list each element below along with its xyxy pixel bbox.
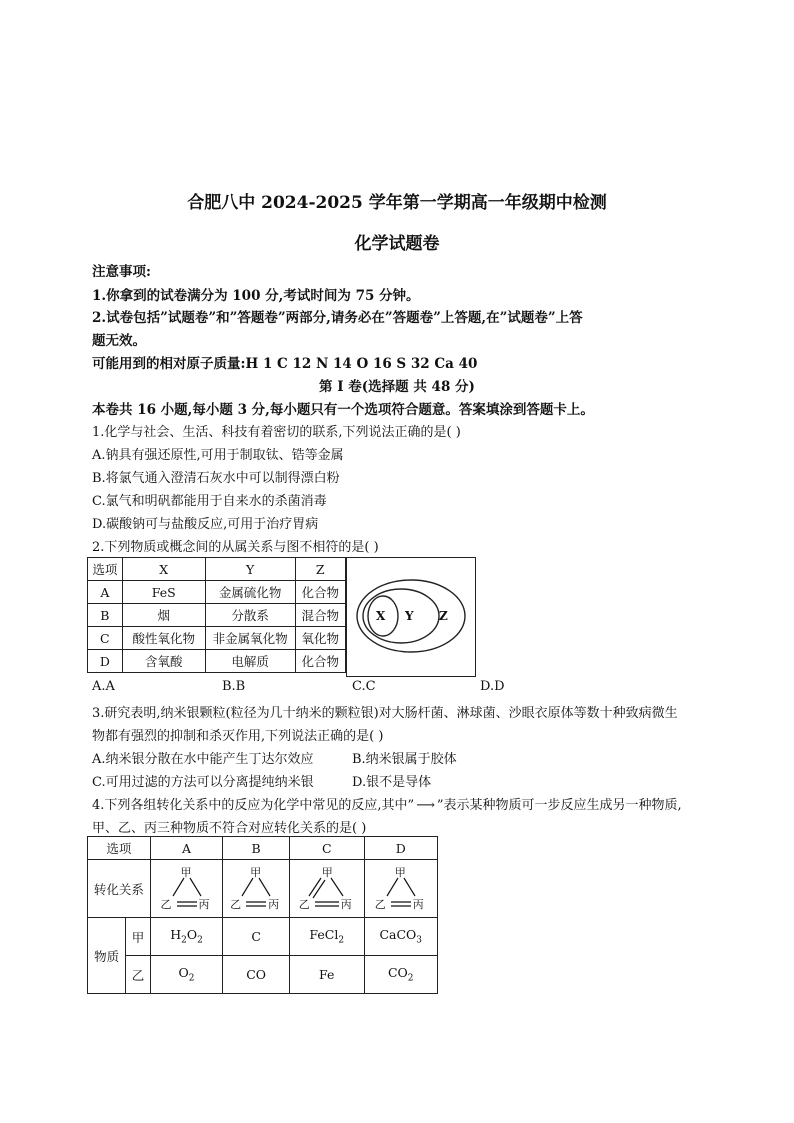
node-bing: 丙 — [198, 897, 210, 911]
q3-stem-line2: 物都有强烈的抑制和杀灭作用,下列说法正确的是( ) — [92, 729, 384, 744]
node-bing: 丙 — [268, 897, 280, 911]
venn-x-label: X — [376, 609, 386, 623]
q4-relation-d — [364, 860, 438, 918]
q1-option-b: B.将氯气通入澄清石灰水中可以制得漂白粉 — [92, 471, 340, 486]
q2-cell: B — [88, 604, 123, 627]
q2-header-z: Z — [295, 558, 345, 581]
part1-heading: 第 I 卷(选择题 共 48 分) — [319, 379, 475, 395]
venn-y-label: Y — [405, 609, 414, 623]
q2-cell: 混合物 — [295, 604, 345, 627]
exam-title: 合肥八中 2024-2025 学年第一学期高一年级期中检测 — [187, 193, 607, 213]
node-bing: 丙 — [340, 897, 352, 911]
q2-header-y: Y — [205, 558, 295, 581]
q2-cell: FeS — [122, 581, 205, 604]
q4-jia-c: FeCl$_2$ — [289, 918, 364, 956]
q2-cell: 氧化物 — [295, 627, 345, 650]
q1-option-a: A.钠具有强还原性,可用于制取钛、锆等金属 — [92, 448, 344, 463]
q4-yi-c: Fe — [289, 956, 364, 994]
q1-option-d: D.碳酸钠可与盐酸反应,可用于治疗胃病 — [92, 517, 319, 532]
notes-heading: 注意事项: — [92, 264, 151, 280]
q4-substance-label: 物质 — [88, 918, 126, 994]
q4-stem-line1: 4.下列各组转化关系中的反应为化学中常见的反应,其中” ⟶ ”表示某种物质可一步反应生成另一种物质, — [92, 798, 682, 813]
q2-cell: A — [88, 581, 123, 604]
q2-header-x: X — [122, 558, 205, 581]
q3-option-a: A.纳米银分散在水中能产生丁达尔效应 — [92, 752, 314, 767]
q2-cell: 非金属氧化物 — [205, 627, 295, 650]
q4-header-option: 选项 — [88, 837, 151, 860]
q3-option-d: D.银不是导体 — [352, 775, 432, 790]
node-jia: 甲 — [394, 865, 406, 879]
q2-stem: 2.下列物质或概念间的从属关系与图不相符的是( ) — [92, 540, 379, 555]
q4-relation-b — [223, 860, 290, 918]
node-yi: 乙 — [160, 897, 172, 911]
q1-stem: 1.化学与社会、生活、科技有着密切的联系,下列说法正确的是( ) — [92, 425, 461, 440]
q3-stem-line1: 3.研究表明,纳米银颗粒(粒径为几十纳米的颗粒银)对大肠杆菌、淋球菌、沙眼衣原体等数十种致病微生 — [92, 706, 678, 721]
q4-header-d: D — [364, 837, 438, 860]
q4-yi-label: 乙 — [126, 956, 151, 994]
q2-cell: 分散系 — [205, 604, 295, 627]
q4-yi-a: $O_2$ — [150, 956, 222, 994]
atomic-masses: 可能用到的相对原子质量:H 1 C 12 N 14 O 16 S 32 Ca 40 — [92, 356, 478, 372]
note-1: 1.你拿到的试卷满分为 100 分,考试时间为 75 分钟。 — [92, 288, 420, 304]
q2-cell: C — [88, 627, 123, 650]
q4-relation-c — [289, 860, 364, 918]
venn-y-ellipse — [363, 589, 439, 643]
node-yi: 乙 — [230, 897, 242, 911]
q3-option-b: B.纳米银属于胶体 — [352, 752, 457, 767]
q4-jia-b: C — [223, 918, 290, 956]
q2-option-c: C.C — [352, 679, 376, 694]
node-bing: 丙 — [412, 897, 424, 911]
q4-header-c: C — [289, 837, 364, 860]
q2-cell: 含氧酸 — [122, 650, 205, 673]
q2-option-a: A.A — [92, 679, 115, 694]
q2-cell: 酸性氧化物 — [122, 627, 205, 650]
q2-cell: 电解质 — [205, 650, 295, 673]
q4-table — [87, 836, 438, 994]
q4-relation-label: 转化关系 — [88, 860, 151, 918]
q4-relation-a — [150, 860, 222, 918]
q4-jia-a: $H_2O_2$ — [150, 918, 222, 956]
note-2-line2: 题无效。 — [92, 333, 146, 349]
q4-yi-d: $CO_2$ — [364, 956, 438, 994]
q2-table — [87, 557, 346, 673]
node-jia: 甲 — [250, 865, 262, 879]
q2-cell: 化合物 — [295, 650, 345, 673]
q4-jia-d: CaCO$_3$ — [364, 918, 438, 956]
q3-option-c: C.可用过滤的方法可以分离提纯纳米银 — [92, 775, 314, 790]
q4-yi-b: CO — [223, 956, 290, 994]
q4-jia-label: 甲 — [126, 918, 151, 956]
q2-option-b: B.B — [222, 679, 246, 694]
q2-header-option: 选项 — [88, 558, 123, 581]
q1-option-c: C.氯气和明矾都能用于自来水的杀菌消毒 — [92, 494, 327, 509]
q2-cell: 烟 — [122, 604, 205, 627]
node-jia: 甲 — [321, 865, 333, 879]
q2-option-d: D.D — [480, 679, 505, 694]
q4-stem-line2: 甲、乙、丙三种物质不符合对应转化关系的是( ) — [92, 821, 367, 836]
q4-header-a: A — [150, 837, 222, 860]
exam-subtitle: 化学试题卷 — [354, 234, 440, 254]
q2-cell: 化合物 — [295, 581, 345, 604]
arrow-symbol: ⟶ — [416, 798, 435, 813]
node-yi: 乙 — [374, 897, 386, 911]
note-2-line1: 2.试卷包括”试题卷”和”答题卷”两部分,请务必在”答题卷”上答题,在”试题卷”上答 — [92, 310, 583, 326]
q2-cell: D — [88, 650, 123, 673]
q4-header-b: B — [223, 837, 290, 860]
q2-cell: 金属硫化物 — [205, 581, 295, 604]
venn-z-label: Z — [439, 609, 448, 623]
node-jia: 甲 — [180, 865, 192, 879]
part1-instructions: 本卷共 16 小题,每小题 3 分,每小题只有一个选项符合题意。答案填涂到答题卡上。 — [92, 402, 594, 418]
q2-venn-diagram — [346, 557, 476, 677]
node-yi: 乙 — [298, 897, 310, 911]
